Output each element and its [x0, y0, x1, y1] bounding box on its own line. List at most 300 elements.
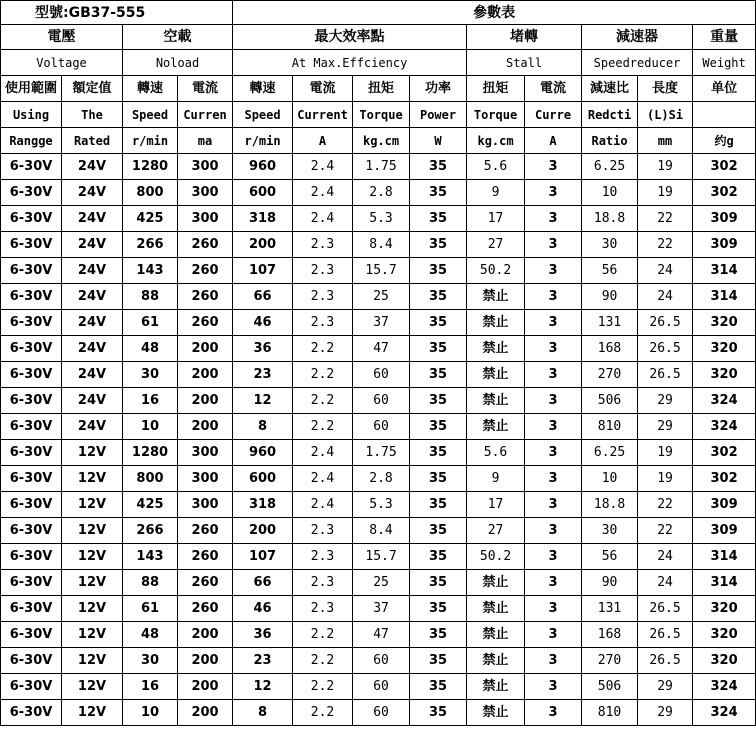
table-row [1, 492, 756, 518]
cell-eff-speed: 36 [233, 336, 293, 362]
cell-rated: 12V [62, 570, 123, 596]
cell-eff-torque: 25 [353, 284, 410, 310]
col-header-en-rated: The [62, 102, 123, 128]
cell-stall-current: 3 [525, 258, 582, 284]
cell-ratio: 90 [582, 284, 638, 310]
cell-weight: 302 [693, 466, 756, 492]
cell-eff-torque: 60 [353, 674, 410, 700]
cell-noload-speed: 88 [123, 284, 178, 310]
table-row [1, 232, 756, 258]
cell-length: 26.5 [638, 310, 693, 336]
unit-stall-current: A [525, 128, 582, 154]
cell-length: 22 [638, 206, 693, 232]
cell-stall-torque: 17 [467, 492, 525, 518]
table-row [1, 388, 756, 414]
table-row [1, 362, 756, 388]
cell-eff-current: 2.4 [293, 440, 353, 466]
cell-weight: 302 [693, 440, 756, 466]
cell-eff-speed: 66 [233, 284, 293, 310]
col-header-cn-rated: 額定值 [62, 76, 123, 102]
col-header-cn-eff-current: 電流 [293, 76, 353, 102]
col-header-cn-eff-power: 功率 [410, 76, 467, 102]
col-header-cn-ratio: 減速比 [582, 76, 638, 102]
cell-weight: 309 [693, 518, 756, 544]
cell-eff-current: 2.3 [293, 544, 353, 570]
col-header-en-eff-power: Power [410, 102, 467, 128]
cell-eff-torque: 60 [353, 700, 410, 726]
cell-ratio: 18.8 [582, 206, 638, 232]
cell-noload-current: 300 [178, 180, 233, 206]
col-header-en-eff-speed: Speed [233, 102, 293, 128]
cell-length: 19 [638, 154, 693, 180]
cell-ratio: 18.8 [582, 492, 638, 518]
cell-ratio: 6.25 [582, 440, 638, 466]
group-max-efficiency-en: At Max.Effciency [233, 50, 467, 76]
cell-eff-speed: 12 [233, 388, 293, 414]
cell-rated: 12V [62, 596, 123, 622]
cell-noload-current: 260 [178, 284, 233, 310]
cell-eff-current: 2.4 [293, 180, 353, 206]
cell-length: 24 [638, 544, 693, 570]
cell-noload-speed: 48 [123, 622, 178, 648]
cell-using-range: 6-30V [1, 258, 62, 284]
cell-noload-current: 200 [178, 336, 233, 362]
cell-eff-current: 2.2 [293, 336, 353, 362]
cell-rated: 24V [62, 388, 123, 414]
group-noload: 空載 [123, 25, 233, 50]
cell-stall-torque: 27 [467, 232, 525, 258]
cell-stall-torque: 禁止 [467, 388, 525, 414]
cell-noload-speed: 16 [123, 674, 178, 700]
cell-eff-speed: 23 [233, 362, 293, 388]
table-row [1, 154, 756, 180]
cell-eff-speed: 12 [233, 674, 293, 700]
col-header-cn-stall-torque: 扭矩 [467, 76, 525, 102]
table-row [1, 622, 756, 648]
cell-length: 29 [638, 700, 693, 726]
cell-stall-current: 3 [525, 232, 582, 258]
table-row [1, 700, 756, 726]
cell-eff-torque: 60 [353, 388, 410, 414]
cell-rated: 12V [62, 440, 123, 466]
table-row [1, 206, 756, 232]
cell-stall-torque: 禁止 [467, 648, 525, 674]
unit-length: mm [638, 128, 693, 154]
spec-table-body [1, 1, 756, 726]
cell-eff-torque: 1.75 [353, 154, 410, 180]
cell-eff-power: 35 [410, 232, 467, 258]
cell-using-range: 6-30V [1, 492, 62, 518]
cell-weight: 324 [693, 700, 756, 726]
cell-stall-current: 3 [525, 492, 582, 518]
cell-eff-power: 35 [410, 336, 467, 362]
cell-weight: 320 [693, 596, 756, 622]
cell-using-range: 6-30V [1, 232, 62, 258]
table-row [1, 570, 756, 596]
cell-noload-speed: 16 [123, 388, 178, 414]
cell-noload-speed: 61 [123, 596, 178, 622]
group-weight: 重量 [693, 25, 756, 50]
col-header-cn-using-range: 使用範圍 [1, 76, 62, 102]
cell-rated: 12V [62, 544, 123, 570]
cell-noload-current: 300 [178, 466, 233, 492]
units-row [1, 128, 756, 154]
cell-eff-power: 35 [410, 154, 467, 180]
cell-noload-speed: 88 [123, 570, 178, 596]
cell-eff-torque: 47 [353, 622, 410, 648]
cell-length: 22 [638, 518, 693, 544]
cell-ratio: 810 [582, 414, 638, 440]
table-row [1, 180, 756, 206]
cell-noload-current: 200 [178, 622, 233, 648]
cell-eff-speed: 318 [233, 492, 293, 518]
col-header-cn-stall-current: 電流 [525, 76, 582, 102]
cell-rated: 24V [62, 258, 123, 284]
column-header-en-row [1, 102, 756, 128]
unit-eff-power: W [410, 128, 467, 154]
cell-eff-speed: 318 [233, 206, 293, 232]
cell-eff-speed: 960 [233, 440, 293, 466]
cell-eff-current: 2.4 [293, 206, 353, 232]
cell-eff-torque: 2.8 [353, 466, 410, 492]
cell-rated: 12V [62, 466, 123, 492]
cell-eff-power: 35 [410, 570, 467, 596]
col-header-en-weight [693, 102, 756, 128]
cell-length: 29 [638, 414, 693, 440]
cell-length: 26.5 [638, 362, 693, 388]
col-header-en-noload-current: Curren [178, 102, 233, 128]
cell-ratio: 270 [582, 648, 638, 674]
cell-stall-current: 3 [525, 466, 582, 492]
unit-eff-current: A [293, 128, 353, 154]
cell-stall-torque: 17 [467, 206, 525, 232]
cell-noload-speed: 10 [123, 700, 178, 726]
cell-rated: 24V [62, 284, 123, 310]
cell-eff-power: 35 [410, 180, 467, 206]
table-row [1, 336, 756, 362]
cell-eff-power: 35 [410, 622, 467, 648]
cell-using-range: 6-30V [1, 414, 62, 440]
cell-eff-speed: 960 [233, 154, 293, 180]
cell-stall-current: 3 [525, 674, 582, 700]
cell-stall-torque: 禁止 [467, 674, 525, 700]
cell-stall-torque: 禁止 [467, 310, 525, 336]
cell-eff-power: 35 [410, 310, 467, 336]
cell-stall-current: 3 [525, 154, 582, 180]
cell-noload-current: 200 [178, 700, 233, 726]
cell-eff-power: 35 [410, 648, 467, 674]
cell-eff-speed: 600 [233, 466, 293, 492]
unit-weight: 约g [693, 128, 756, 154]
cell-ratio: 56 [582, 544, 638, 570]
cell-ratio: 56 [582, 258, 638, 284]
cell-using-range: 6-30V [1, 180, 62, 206]
table-row [1, 518, 756, 544]
cell-stall-current: 3 [525, 648, 582, 674]
cell-eff-speed: 36 [233, 622, 293, 648]
cell-noload-speed: 143 [123, 258, 178, 284]
cell-weight: 314 [693, 258, 756, 284]
cell-stall-current: 3 [525, 440, 582, 466]
group-header-en-row [1, 50, 756, 76]
cell-using-range: 6-30V [1, 674, 62, 700]
cell-stall-current: 3 [525, 700, 582, 726]
group-noload-en: Noload [123, 50, 233, 76]
cell-noload-speed: 30 [123, 362, 178, 388]
cell-using-range: 6-30V [1, 544, 62, 570]
cell-using-range: 6-30V [1, 206, 62, 232]
cell-length: 22 [638, 232, 693, 258]
cell-length: 19 [638, 180, 693, 206]
cell-stall-torque: 5.6 [467, 440, 525, 466]
cell-using-range: 6-30V [1, 284, 62, 310]
cell-weight: 320 [693, 310, 756, 336]
cell-stall-current: 3 [525, 570, 582, 596]
cell-eff-current: 2.4 [293, 154, 353, 180]
cell-eff-current: 2.4 [293, 466, 353, 492]
cell-eff-speed: 8 [233, 700, 293, 726]
col-header-cn-noload-speed: 轉速 [123, 76, 178, 102]
cell-weight: 320 [693, 336, 756, 362]
cell-eff-speed: 8 [233, 414, 293, 440]
cell-ratio: 30 [582, 232, 638, 258]
cell-weight: 324 [693, 674, 756, 700]
cell-length: 26.5 [638, 336, 693, 362]
cell-eff-current: 2.2 [293, 362, 353, 388]
cell-stall-torque: 9 [467, 466, 525, 492]
cell-eff-power: 35 [410, 700, 467, 726]
cell-eff-current: 2.2 [293, 414, 353, 440]
cell-eff-speed: 600 [233, 180, 293, 206]
cell-stall-current: 3 [525, 310, 582, 336]
cell-ratio: 10 [582, 180, 638, 206]
cell-using-range: 6-30V [1, 154, 62, 180]
column-header-cn-row [1, 76, 756, 102]
cell-noload-current: 260 [178, 570, 233, 596]
cell-stall-current: 3 [525, 336, 582, 362]
group-reducer-en: Speedreducer [582, 50, 693, 76]
col-header-cn-noload-current: 電流 [178, 76, 233, 102]
cell-length: 24 [638, 570, 693, 596]
cell-noload-speed: 143 [123, 544, 178, 570]
cell-using-range: 6-30V [1, 700, 62, 726]
cell-ratio: 90 [582, 570, 638, 596]
cell-stall-current: 3 [525, 388, 582, 414]
cell-noload-speed: 800 [123, 180, 178, 206]
cell-eff-current: 2.3 [293, 258, 353, 284]
unit-using-range: Rangge [1, 128, 62, 154]
cell-noload-current: 260 [178, 258, 233, 284]
cell-noload-speed: 800 [123, 466, 178, 492]
cell-length: 26.5 [638, 596, 693, 622]
cell-noload-current: 260 [178, 310, 233, 336]
cell-noload-current: 260 [178, 544, 233, 570]
col-header-en-using-range: Using [1, 102, 62, 128]
table-row [1, 544, 756, 570]
cell-eff-power: 35 [410, 258, 467, 284]
cell-noload-current: 200 [178, 362, 233, 388]
cell-using-range: 6-30V [1, 336, 62, 362]
cell-rated: 12V [62, 674, 123, 700]
cell-eff-power: 35 [410, 362, 467, 388]
cell-noload-speed: 48 [123, 336, 178, 362]
col-header-cn-eff-torque: 扭矩 [353, 76, 410, 102]
cell-weight: 314 [693, 570, 756, 596]
cell-eff-torque: 60 [353, 648, 410, 674]
cell-using-range: 6-30V [1, 310, 62, 336]
cell-noload-current: 200 [178, 648, 233, 674]
col-header-en-eff-torque: Torque [353, 102, 410, 128]
cell-noload-current: 300 [178, 492, 233, 518]
cell-eff-torque: 2.8 [353, 180, 410, 206]
cell-ratio: 168 [582, 336, 638, 362]
col-header-en-noload-speed: Speed [123, 102, 178, 128]
cell-eff-current: 2.3 [293, 310, 353, 336]
col-header-cn-weight: 单位 [693, 76, 756, 102]
group-header-row [1, 25, 756, 50]
cell-eff-current: 2.3 [293, 518, 353, 544]
cell-stall-current: 3 [525, 596, 582, 622]
cell-length: 26.5 [638, 622, 693, 648]
title-row [1, 1, 756, 25]
group-weight-en: Weight [693, 50, 756, 76]
cell-noload-speed: 30 [123, 648, 178, 674]
table-row [1, 596, 756, 622]
cell-length: 24 [638, 258, 693, 284]
cell-weight: 324 [693, 388, 756, 414]
cell-length: 29 [638, 674, 693, 700]
cell-ratio: 506 [582, 674, 638, 700]
cell-using-range: 6-30V [1, 518, 62, 544]
cell-ratio: 168 [582, 622, 638, 648]
cell-noload-current: 200 [178, 674, 233, 700]
col-header-cn-length: 長度 [638, 76, 693, 102]
group-voltage-en: Voltage [1, 50, 123, 76]
cell-rated: 12V [62, 648, 123, 674]
cell-ratio: 10 [582, 466, 638, 492]
cell-eff-current: 2.2 [293, 388, 353, 414]
cell-using-range: 6-30V [1, 388, 62, 414]
cell-length: 26.5 [638, 648, 693, 674]
cell-stall-current: 3 [525, 518, 582, 544]
col-header-en-ratio: Redcti [582, 102, 638, 128]
cell-weight: 320 [693, 648, 756, 674]
cell-eff-torque: 15.7 [353, 544, 410, 570]
table-row [1, 284, 756, 310]
cell-weight: 314 [693, 284, 756, 310]
cell-stall-torque: 禁止 [467, 700, 525, 726]
cell-eff-speed: 46 [233, 310, 293, 336]
cell-using-range: 6-30V [1, 648, 62, 674]
cell-noload-speed: 425 [123, 206, 178, 232]
cell-length: 24 [638, 284, 693, 310]
cell-rated: 24V [62, 154, 123, 180]
cell-stall-torque: 9 [467, 180, 525, 206]
cell-rated: 24V [62, 310, 123, 336]
cell-eff-current: 2.2 [293, 648, 353, 674]
cell-eff-speed: 200 [233, 518, 293, 544]
table-row [1, 674, 756, 700]
cell-eff-speed: 66 [233, 570, 293, 596]
cell-rated: 24V [62, 232, 123, 258]
cell-ratio: 131 [582, 596, 638, 622]
cell-eff-power: 35 [410, 492, 467, 518]
table-row [1, 258, 756, 284]
cell-eff-power: 35 [410, 414, 467, 440]
unit-stall-torque: kg.cm [467, 128, 525, 154]
cell-stall-torque: 27 [467, 518, 525, 544]
cell-eff-current: 2.2 [293, 674, 353, 700]
cell-eff-speed: 107 [233, 258, 293, 284]
cell-length: 29 [638, 388, 693, 414]
cell-weight: 320 [693, 622, 756, 648]
cell-eff-current: 2.2 [293, 700, 353, 726]
table-row [1, 310, 756, 336]
cell-using-range: 6-30V [1, 362, 62, 388]
cell-eff-current: 2.3 [293, 596, 353, 622]
table-row [1, 648, 756, 674]
cell-length: 22 [638, 492, 693, 518]
cell-rated: 12V [62, 492, 123, 518]
cell-using-range: 6-30V [1, 596, 62, 622]
cell-eff-torque: 25 [353, 570, 410, 596]
cell-noload-current: 300 [178, 206, 233, 232]
col-header-en-stall-current: Curre [525, 102, 582, 128]
cell-using-range: 6-30V [1, 570, 62, 596]
group-voltage: 電壓 [1, 25, 123, 50]
cell-eff-power: 35 [410, 284, 467, 310]
cell-noload-speed: 61 [123, 310, 178, 336]
cell-noload-current: 260 [178, 232, 233, 258]
cell-eff-speed: 107 [233, 544, 293, 570]
group-stall-en: Stall [467, 50, 582, 76]
cell-weight: 314 [693, 544, 756, 570]
group-stall: 堵轉 [467, 25, 582, 50]
cell-stall-torque: 50.2 [467, 258, 525, 284]
cell-ratio: 506 [582, 388, 638, 414]
cell-stall-torque: 5.6 [467, 154, 525, 180]
cell-weight: 309 [693, 492, 756, 518]
table-row [1, 414, 756, 440]
cell-eff-torque: 37 [353, 596, 410, 622]
col-header-en-length: (L)Si [638, 102, 693, 128]
cell-eff-torque: 5.3 [353, 492, 410, 518]
cell-stall-torque: 禁止 [467, 336, 525, 362]
cell-eff-torque: 1.75 [353, 440, 410, 466]
cell-ratio: 810 [582, 700, 638, 726]
cell-weight: 324 [693, 414, 756, 440]
cell-ratio: 270 [582, 362, 638, 388]
cell-eff-torque: 37 [353, 310, 410, 336]
cell-eff-power: 35 [410, 388, 467, 414]
cell-length: 19 [638, 466, 693, 492]
cell-stall-torque: 禁止 [467, 284, 525, 310]
cell-eff-speed: 23 [233, 648, 293, 674]
cell-eff-power: 35 [410, 440, 467, 466]
cell-noload-current: 200 [178, 388, 233, 414]
cell-eff-speed: 46 [233, 596, 293, 622]
table-row [1, 466, 756, 492]
cell-eff-speed: 200 [233, 232, 293, 258]
cell-stall-torque: 禁止 [467, 362, 525, 388]
cell-eff-torque: 8.4 [353, 518, 410, 544]
group-max-efficiency: 最大效率點 [233, 25, 467, 50]
cell-ratio: 131 [582, 310, 638, 336]
col-header-en-stall-torque: Torque [467, 102, 525, 128]
cell-noload-speed: 1280 [123, 440, 178, 466]
cell-weight: 302 [693, 180, 756, 206]
cell-eff-power: 35 [410, 596, 467, 622]
